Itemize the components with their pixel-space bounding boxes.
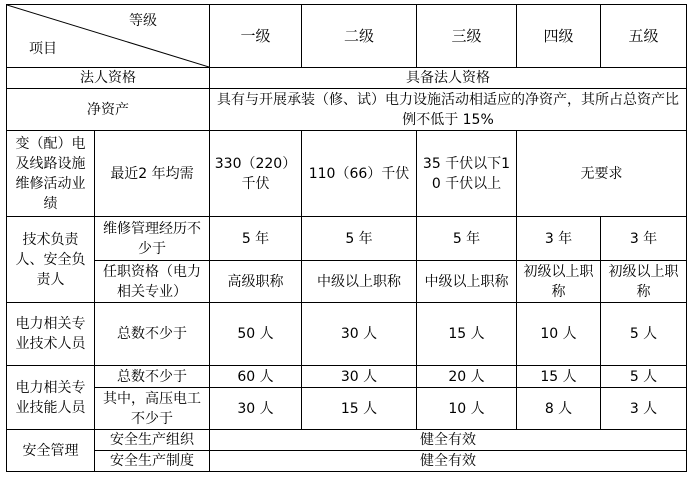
skill-staff-hv-label: 其中，高压电工不少于 (95, 388, 210, 430)
tech-staff-level-4: 10 人 (517, 303, 601, 366)
qualification-level-2: 中级以上职称 (302, 261, 417, 303)
safety-org-label: 安全生产组织 (95, 430, 210, 451)
qualification-level-5: 初级以上职称 (601, 261, 687, 303)
skill-hv-level-1: 30 人 (210, 388, 302, 430)
performance-level-3: 35 千伏以下10 千伏以上 (417, 131, 517, 217)
tech-lead-experience-label: 维修管理经历不少于 (95, 217, 210, 261)
skill-hv-level-5: 3 人 (601, 388, 687, 430)
performance-sub: 最近2 年均需 (95, 131, 210, 217)
experience-level-1: 5 年 (210, 217, 302, 261)
level-1-header: 一级 (210, 5, 302, 68)
corner-header-cell (7, 5, 210, 68)
tech-staff-level-2: 30 人 (302, 303, 417, 366)
skill-hv-level-3: 10 人 (417, 388, 517, 430)
legal-label: 法人资格 (7, 68, 210, 89)
skill-total-level-4: 15 人 (517, 366, 601, 388)
safety-system-value: 健全有效 (210, 451, 687, 472)
qualification-table (6, 4, 687, 472)
qualification-level-1: 高级职称 (210, 261, 302, 303)
level-4-header: 四级 (517, 5, 601, 68)
skill-total-level-3: 20 人 (417, 366, 517, 388)
safety-label: 安全管理 (7, 430, 95, 472)
performance-level-2: 110（66）千伏 (302, 131, 417, 217)
tech-staff-label: 电力相关专业技术人员 (7, 303, 95, 366)
net-assets-label: 净资产 (7, 89, 210, 131)
tech-staff-level-5: 5 人 (601, 303, 687, 366)
skill-hv-level-4: 8 人 (517, 388, 601, 430)
performance-level-4-5: 无要求 (517, 131, 687, 217)
skill-total-level-5: 5 人 (601, 366, 687, 388)
experience-level-5: 3 年 (601, 217, 687, 261)
tech-staff-level-1: 50 人 (210, 303, 302, 366)
level-5-header: 五级 (601, 5, 687, 68)
performance-label: 变（配）电及线路设施维修活动业绩 (7, 131, 95, 217)
safety-system-label: 安全生产制度 (95, 451, 210, 472)
corner-level-label: 等级 (129, 13, 157, 29)
qualification-level-3: 中级以上职称 (417, 261, 517, 303)
legal-value: 具备法人资格 (210, 68, 687, 89)
skill-total-level-2: 30 人 (302, 366, 417, 388)
tech-staff-level-3: 15 人 (417, 303, 517, 366)
tech-staff-sub: 总数不少于 (95, 303, 210, 366)
level-2-header: 二级 (302, 5, 417, 68)
safety-org-value: 健全有效 (210, 430, 687, 451)
experience-level-3: 5 年 (417, 217, 517, 261)
level-3-header: 三级 (417, 5, 517, 68)
skill-staff-label: 电力相关专业技能人员 (7, 366, 95, 430)
experience-level-4: 3 年 (517, 217, 601, 261)
skill-hv-level-2: 15 人 (302, 388, 417, 430)
tech-lead-label: 技术负责人、安全负责人 (7, 217, 95, 303)
qualification-level-4: 初级以上职称 (517, 261, 601, 303)
tech-lead-qualification-label: 任职资格（电力相关专业） (95, 261, 210, 303)
net-assets-value: 具有与开展承装（修、试）电力设施活动相适应的净资产，其所占总资产比例不低于 15% (210, 89, 687, 131)
skill-staff-total-label: 总数不少于 (95, 366, 210, 388)
corner-item-label: 项目 (29, 41, 57, 57)
experience-level-2: 5 年 (302, 217, 417, 261)
performance-level-1: 330（220）千伏 (210, 131, 302, 217)
skill-total-level-1: 60 人 (210, 366, 302, 388)
